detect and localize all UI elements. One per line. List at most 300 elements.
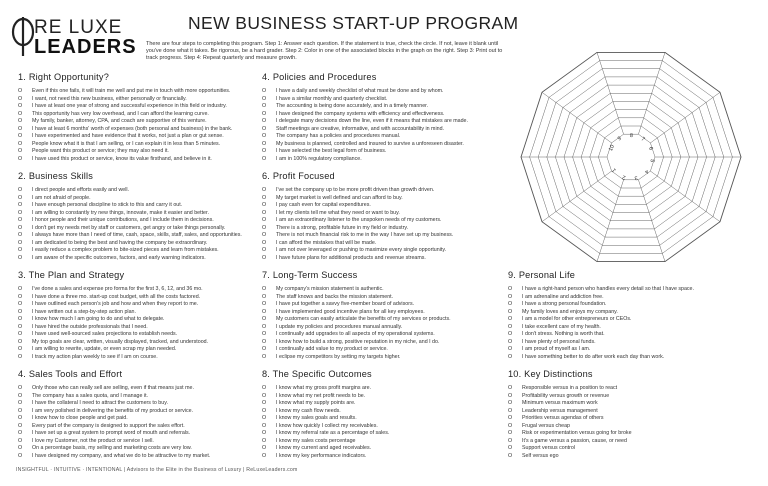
item-text: I am adrenaline and addiction free. bbox=[522, 293, 604, 300]
checklist-item bbox=[18, 156, 266, 164]
section-heading: 4. Sales Tools and Effort bbox=[18, 369, 123, 379]
check-circle[interactable]: O bbox=[262, 293, 267, 300]
check-circle[interactable]: O bbox=[18, 437, 23, 444]
checklist-item bbox=[18, 103, 266, 111]
checklist-item bbox=[262, 126, 510, 134]
checklist-item bbox=[18, 301, 266, 309]
item-text: Only those who can really sell are selling, even if that means just me. bbox=[32, 385, 194, 391]
check-circle[interactable]: O bbox=[18, 452, 23, 459]
item-text: I have future plans for additional products and revenue streams. bbox=[276, 254, 426, 261]
check-circle[interactable]: O bbox=[18, 232, 23, 239]
checklist-item bbox=[508, 393, 756, 401]
check-circle[interactable]: O bbox=[262, 430, 267, 437]
checklist-item bbox=[18, 118, 266, 126]
checklist-item bbox=[18, 415, 266, 423]
check-circle[interactable]: O bbox=[18, 316, 23, 323]
checklist bbox=[262, 385, 510, 460]
check-circle[interactable]: O bbox=[18, 224, 23, 231]
checklist-item bbox=[262, 118, 510, 126]
check-circle[interactable]: O bbox=[508, 353, 513, 360]
section-policies-procedures bbox=[262, 72, 510, 163]
check-circle[interactable]: O bbox=[262, 217, 267, 224]
brand-name-line2: LEADERS bbox=[34, 36, 137, 58]
check-circle[interactable]: O bbox=[18, 415, 23, 422]
check-circle[interactable]: O bbox=[18, 103, 23, 110]
check-circle[interactable]: O bbox=[18, 202, 23, 209]
checklist-item bbox=[508, 294, 756, 302]
section-heading: 1. Right Opportunity? bbox=[18, 72, 110, 82]
check-circle[interactable]: O bbox=[18, 430, 23, 437]
check-circle[interactable]: O bbox=[508, 415, 513, 422]
item-text: I have put together a savvy five-member board of advisors. bbox=[276, 301, 415, 308]
item-text: I have implemented good incentive plans for all key employees. bbox=[276, 308, 425, 315]
checklist-item bbox=[18, 430, 266, 438]
checklist-item bbox=[262, 453, 510, 461]
checklist-item bbox=[18, 385, 266, 393]
check-circle[interactable]: O bbox=[18, 239, 23, 246]
check-circle[interactable]: O bbox=[262, 308, 267, 315]
check-circle[interactable]: O bbox=[262, 194, 267, 201]
check-circle[interactable]: O bbox=[508, 400, 513, 407]
item-text: I am an extraordinary listener to the unspoken needs of my customers. bbox=[276, 217, 442, 224]
checklist-item bbox=[508, 331, 756, 339]
section-personal-life bbox=[508, 270, 756, 361]
checklist-item bbox=[18, 423, 266, 431]
item-text: Responsible versus in a position to react bbox=[522, 385, 618, 391]
check-circle[interactable]: O bbox=[262, 187, 267, 193]
check-circle[interactable]: O bbox=[508, 452, 513, 459]
check-circle[interactable]: O bbox=[508, 308, 513, 315]
checklist-item bbox=[18, 141, 266, 149]
item-text: I have designed the company systems with efficiency and effectiveness. bbox=[276, 110, 445, 117]
check-circle[interactable]: O bbox=[262, 133, 267, 140]
section-business-skills bbox=[18, 171, 266, 262]
item-text: I have a right-hand person who handles every detail so that I have space. bbox=[522, 286, 694, 292]
checklist-item bbox=[508, 408, 756, 416]
checklist-item bbox=[262, 111, 510, 119]
item-text: My business is planned, controlled and insured to survive a unforeseen disaster. bbox=[276, 140, 464, 147]
checklist-item bbox=[18, 148, 266, 156]
checklist-item bbox=[508, 324, 756, 332]
item-text: I've done a sales and expense pro forma for the first 3, 6, 12, and 36 mo. bbox=[32, 286, 203, 292]
item-text: I know what my net profit needs to be. bbox=[276, 392, 366, 399]
check-circle[interactable]: O bbox=[262, 407, 267, 414]
item-text: I am willing to rewrite, update, or even scrap my plan needed. bbox=[32, 346, 177, 353]
item-text: I don't get my needs met by staff or customers, get angry or take things personally. bbox=[32, 224, 226, 231]
item-text: I have a similar monthly and quarterly checklist. bbox=[276, 95, 388, 102]
check-circle[interactable]: O bbox=[18, 217, 23, 224]
check-circle[interactable]: O bbox=[262, 346, 267, 353]
item-text: Support versus control bbox=[522, 445, 575, 452]
item-text: This opportunity has very low overhead, and I can afford the learning curve. bbox=[32, 110, 209, 117]
checklist-item bbox=[508, 339, 756, 347]
item-text: I have selected the best legal form of business. bbox=[276, 148, 387, 155]
checklist-item bbox=[18, 247, 266, 255]
checklist-item bbox=[508, 309, 756, 317]
item-text: The accounting is being done accurately, and in a timely manner. bbox=[276, 103, 429, 110]
check-circle[interactable]: O bbox=[508, 338, 513, 345]
item-text: I eclipse my competitors by setting my targets higher. bbox=[276, 353, 401, 360]
check-circle[interactable]: O bbox=[18, 346, 23, 353]
item-text: I direct people and efforts easily and well. bbox=[32, 187, 130, 193]
checklist-item bbox=[262, 156, 510, 164]
section-heading: 8. The Specific Outcomes bbox=[262, 369, 372, 379]
check-circle[interactable]: O bbox=[262, 110, 267, 117]
checklist-item bbox=[262, 187, 510, 195]
checklist-item bbox=[18, 438, 266, 446]
item-text: Risk or experimentation versus going for broke bbox=[522, 430, 632, 437]
checklist-item bbox=[508, 415, 756, 423]
item-text: I am willing to constantly try new things, innovate, make it easier and better. bbox=[32, 209, 209, 216]
item-text: I know my key performance indicators. bbox=[276, 452, 367, 459]
check-circle[interactable]: O bbox=[262, 232, 267, 239]
check-circle[interactable]: O bbox=[18, 445, 23, 452]
check-circle[interactable]: O bbox=[262, 331, 267, 338]
checklist-item bbox=[18, 286, 266, 294]
check-circle[interactable]: O bbox=[262, 103, 267, 110]
item-text: I know what my supply points are. bbox=[276, 400, 356, 407]
check-circle[interactable]: O bbox=[262, 140, 267, 147]
checklist-item bbox=[18, 225, 266, 233]
check-circle[interactable]: O bbox=[508, 346, 513, 353]
item-text: I know how quickly I collect my receivables. bbox=[276, 422, 378, 429]
item-text: People know what it is that I am selling, or I can explain it in less than 5 minutes. bbox=[32, 140, 221, 147]
wheel-label: 5 bbox=[648, 158, 655, 163]
item-text: I am very polished in delivering the benefits of my product or service. bbox=[32, 407, 194, 414]
checklist-item bbox=[18, 346, 266, 354]
check-circle[interactable]: O bbox=[508, 445, 513, 452]
check-circle[interactable]: O bbox=[18, 392, 23, 399]
checklist-item bbox=[262, 385, 510, 393]
checklist-item bbox=[508, 400, 756, 408]
item-text: I am not afraid of people. bbox=[32, 194, 91, 201]
check-circle[interactable]: O bbox=[18, 209, 23, 216]
check-circle[interactable]: O bbox=[262, 385, 267, 391]
checklist-item bbox=[18, 309, 266, 317]
checklist-item bbox=[262, 423, 510, 431]
check-circle[interactable]: O bbox=[18, 323, 23, 330]
item-text: I have experimented and have evidence that it works, not just a plan or gut sense. bbox=[32, 133, 224, 140]
item-text: Self versus ego bbox=[522, 452, 559, 459]
check-circle[interactable]: O bbox=[18, 155, 23, 162]
check-circle[interactable]: O bbox=[18, 133, 23, 140]
item-text: I let my clients tell me what they need or want to buy. bbox=[276, 209, 400, 216]
checklist-item bbox=[508, 354, 756, 362]
item-text: I have done a three mo. start-up cost budget, with all the costs factored. bbox=[32, 293, 201, 300]
checklist-item bbox=[18, 126, 266, 134]
checklist-item bbox=[18, 255, 266, 263]
item-text: I love my Customer, not the product or service I sell. bbox=[32, 437, 154, 444]
item-text: I am in 100% regulatory compliance. bbox=[276, 155, 362, 162]
item-text: My company's mission statement is authentic. bbox=[276, 286, 384, 292]
checklist bbox=[18, 187, 266, 262]
item-text: I am a model for other entrepreneurs or CEOs. bbox=[522, 316, 632, 323]
item-text: On a percentage basis, my selling and marketing costs are very low. bbox=[32, 445, 192, 452]
checklist-item bbox=[262, 445, 510, 453]
check-circle[interactable]: O bbox=[508, 301, 513, 308]
section-heading: 2. Business Skills bbox=[18, 171, 94, 181]
item-text: The company has a sales quota, and I manage it. bbox=[32, 392, 149, 399]
check-circle[interactable]: O bbox=[262, 392, 267, 399]
check-circle[interactable]: O bbox=[18, 293, 23, 300]
checklist-item bbox=[262, 286, 510, 294]
checklist bbox=[262, 187, 510, 262]
check-circle[interactable]: O bbox=[508, 293, 513, 300]
item-text: I don't stress. Nothing is worth that. bbox=[522, 331, 605, 338]
checklist-item bbox=[262, 240, 510, 248]
checklist-item bbox=[508, 453, 756, 461]
item-text: I have outlined each person's job and how and when they report to me. bbox=[32, 301, 199, 308]
wheel-label: 2 bbox=[621, 173, 627, 181]
check-circle[interactable]: O bbox=[18, 407, 23, 414]
checklist-item bbox=[18, 408, 266, 416]
page-title: NEW BUSINESS START-UP PROGRAM bbox=[188, 13, 519, 33]
check-circle[interactable]: O bbox=[262, 209, 267, 216]
checklist-item bbox=[262, 294, 510, 302]
checklist-item bbox=[18, 96, 266, 104]
check-circle[interactable]: O bbox=[262, 148, 267, 155]
check-circle[interactable]: O bbox=[18, 194, 23, 201]
check-circle[interactable]: O bbox=[262, 95, 267, 102]
item-text: People want this product or service; they may also need it. bbox=[32, 148, 169, 155]
check-circle[interactable]: O bbox=[18, 286, 23, 292]
wheel-label: 1 bbox=[611, 166, 618, 173]
check-circle[interactable]: O bbox=[18, 422, 23, 429]
checklist bbox=[18, 88, 266, 163]
checklist-item bbox=[18, 316, 266, 324]
check-circle[interactable]: O bbox=[262, 452, 267, 459]
section-heading: 10. Key Distinctions bbox=[508, 369, 593, 379]
item-text: I am not over leveraged or pushing to maximize every single opportunity. bbox=[276, 247, 447, 254]
section-sales-tools bbox=[18, 369, 266, 460]
check-circle[interactable]: O bbox=[508, 392, 513, 399]
checklist-item bbox=[18, 339, 266, 347]
checklist-item bbox=[262, 331, 510, 339]
item-text: I know my referral rate as a percentage of sales. bbox=[276, 430, 390, 437]
footer-tagline: INSIGHTFUL · INTUITIVE · INTENTIONAL | Advisors to the Elite in the Business of Luxury | ReLuxeLeaders.com bbox=[16, 467, 298, 473]
checklist-item bbox=[18, 294, 266, 302]
item-text: I am aware of the specific outcomes, factors, and early warning indicators. bbox=[32, 254, 206, 261]
checklist-item bbox=[262, 232, 510, 240]
item-text: I have written out a step-by-step action plan. bbox=[32, 308, 136, 315]
check-circle[interactable]: O bbox=[508, 316, 513, 323]
check-circle[interactable]: O bbox=[508, 385, 513, 391]
item-text: I know how to build a strong, positive reputation in my niche, and I do. bbox=[276, 338, 440, 345]
item-text: I can afford the mistakes that will be made. bbox=[276, 239, 377, 246]
checklist-item bbox=[262, 346, 510, 354]
item-text: I am proud of myself as I am. bbox=[522, 346, 591, 353]
check-circle[interactable]: O bbox=[18, 301, 23, 308]
check-circle[interactable]: O bbox=[262, 400, 267, 407]
check-circle[interactable]: O bbox=[508, 430, 513, 437]
item-text: I always have more than I need of time, cash, space, skills, staff, sales, and opportunities. bbox=[32, 232, 242, 239]
check-circle[interactable]: O bbox=[508, 323, 513, 330]
instructions-text: There are four steps to completing this program. Step 1: Answer each question. If the statement is true, check the circle. If not, leave it blank until you've done what it takes. Be rigorous, be a hard grader. Step 2: Color in one of the associated blocks in the graph on the right. Step 3: Print out to track progress. Step 4: Repeat quarterly and measure growth. bbox=[146, 41, 503, 61]
item-text: Minimum versus maximum work bbox=[522, 400, 598, 407]
item-text: I've set the company up to be more profit driven than growth driven. bbox=[276, 187, 435, 193]
wheel-label: 4 bbox=[643, 168, 650, 175]
item-text: I know my cash flow needs. bbox=[276, 407, 341, 414]
checklist-item bbox=[508, 445, 756, 453]
checklist-item bbox=[262, 400, 510, 408]
check-circle[interactable]: O bbox=[262, 437, 267, 444]
check-circle[interactable]: O bbox=[262, 286, 267, 292]
item-text: Profitability versus growth or revenue bbox=[522, 392, 610, 399]
checklist-item bbox=[508, 301, 756, 309]
item-text: There is not much financial risk to me in the way I have set up my business. bbox=[276, 232, 454, 239]
check-circle[interactable]: O bbox=[262, 125, 267, 132]
check-circle[interactable]: O bbox=[18, 118, 23, 125]
item-text: I have at least one year of strong and successful experience in this field or industry. bbox=[32, 103, 227, 110]
item-text: Leadership versus management bbox=[522, 407, 598, 414]
check-circle[interactable]: O bbox=[18, 353, 23, 360]
check-circle[interactable]: O bbox=[262, 247, 267, 254]
item-text: My family, banker, attorney, CPA, and coach are supportive of this venture. bbox=[32, 118, 207, 125]
item-text: I have used this product or service, know its value firsthand, and believe in it. bbox=[32, 155, 212, 162]
checklist bbox=[18, 385, 266, 460]
checklist-item bbox=[508, 430, 756, 438]
section-heading: 4. Policies and Procedures bbox=[262, 72, 377, 82]
checklist-item bbox=[18, 217, 266, 225]
wheel-label: 9 bbox=[616, 135, 623, 143]
checklist-item bbox=[262, 301, 510, 309]
check-circle[interactable]: O bbox=[262, 422, 267, 429]
checklist bbox=[18, 286, 266, 361]
check-circle[interactable]: O bbox=[262, 353, 267, 360]
checklist-item bbox=[508, 346, 756, 354]
check-circle[interactable]: O bbox=[18, 338, 23, 345]
item-text: My top goals are clear, written, visually displayed, tracked, and understood. bbox=[32, 338, 209, 345]
item-text: I take excellent care of my health. bbox=[522, 323, 601, 330]
item-text: I know what my gross profit margins are. bbox=[276, 385, 372, 391]
item-text: I have designed my company, and what we do to be attractive to my market. bbox=[32, 452, 211, 459]
check-circle[interactable]: O bbox=[508, 331, 513, 338]
checklist-item bbox=[18, 111, 266, 119]
check-circle[interactable]: O bbox=[18, 385, 23, 391]
check-circle[interactable]: O bbox=[18, 187, 23, 193]
checklist-item bbox=[18, 187, 266, 195]
item-text: I have at least 6 months' worth of expenses (both personal and business) in the bank. bbox=[32, 125, 233, 132]
check-circle[interactable]: O bbox=[18, 308, 23, 315]
wheel-label: 7 bbox=[639, 136, 646, 143]
checklist-item bbox=[18, 453, 266, 461]
checklist-item bbox=[18, 354, 266, 362]
checklist-item bbox=[18, 324, 266, 332]
checklist-item bbox=[18, 202, 266, 210]
item-text: I update my policies and procedures manual annually. bbox=[276, 323, 403, 330]
section-specific-outcomes bbox=[262, 369, 510, 460]
wheel-label: 3 bbox=[633, 174, 639, 181]
checklist-item bbox=[262, 415, 510, 423]
section-right-opportunity bbox=[18, 72, 266, 163]
item-text: I continually add upgrades to all aspects of my operational systems. bbox=[276, 331, 435, 338]
checklist-item bbox=[262, 247, 510, 255]
item-text: I am dedicated to being the best and having the company be extraordinary. bbox=[32, 239, 208, 246]
check-circle[interactable]: O bbox=[262, 239, 267, 246]
check-circle[interactable]: O bbox=[18, 254, 23, 261]
checklist-item bbox=[262, 217, 510, 225]
checklist-item bbox=[262, 430, 510, 438]
check-circle[interactable]: O bbox=[262, 301, 267, 308]
checklist-item bbox=[18, 240, 266, 248]
check-circle[interactable]: O bbox=[508, 437, 513, 444]
brand-logo bbox=[8, 14, 138, 58]
check-circle[interactable]: O bbox=[18, 88, 23, 94]
checklist-item bbox=[508, 286, 756, 294]
checklist-item bbox=[262, 88, 510, 96]
check-circle[interactable]: O bbox=[262, 445, 267, 452]
item-text: Priorities versus agendas of others bbox=[522, 415, 604, 422]
item-text: I know how much I am going to do and what to delegate. bbox=[32, 316, 165, 323]
checklist-item bbox=[262, 133, 510, 141]
item-text: I want, not need this new business, either personally or financially. bbox=[32, 95, 187, 102]
item-text: I have something better to do after work each day than work. bbox=[522, 353, 665, 360]
check-circle[interactable]: O bbox=[262, 254, 267, 261]
check-circle[interactable]: O bbox=[508, 407, 513, 414]
check-circle[interactable]: O bbox=[262, 415, 267, 422]
check-circle[interactable]: O bbox=[18, 140, 23, 147]
checklist-item bbox=[262, 438, 510, 446]
check-circle[interactable]: O bbox=[262, 323, 267, 330]
checklist-item bbox=[262, 96, 510, 104]
check-circle[interactable]: O bbox=[262, 155, 267, 162]
check-circle[interactable]: O bbox=[18, 400, 23, 407]
checklist-item bbox=[262, 393, 510, 401]
check-circle[interactable]: O bbox=[262, 338, 267, 345]
checklist-item bbox=[18, 133, 266, 141]
checklist bbox=[508, 385, 756, 460]
item-text: Staff meetings are creative, informative, and with accountability in mind. bbox=[276, 125, 445, 132]
item-text: The staff knows and backs the mission statement. bbox=[276, 293, 394, 300]
check-circle[interactable]: O bbox=[262, 316, 267, 323]
check-circle[interactable]: O bbox=[18, 95, 23, 102]
check-circle[interactable]: O bbox=[508, 422, 513, 429]
check-circle[interactable]: O bbox=[18, 148, 23, 155]
item-text: I know how to close people and get paid. bbox=[32, 415, 128, 422]
item-text: I honor people and their unique contributions, and I include them in decisions. bbox=[32, 217, 214, 224]
check-circle[interactable]: O bbox=[18, 125, 23, 132]
checklist-item bbox=[508, 316, 756, 324]
item-text: I have hired the outside professionals that I need. bbox=[32, 323, 148, 330]
checklist-item bbox=[18, 393, 266, 401]
check-circle[interactable]: O bbox=[262, 224, 267, 231]
item-text: I have enough personal discipline to stick to this and carry it out. bbox=[32, 202, 183, 209]
checklist-item bbox=[262, 255, 510, 263]
check-circle[interactable]: O bbox=[18, 110, 23, 117]
section-heading: 6. Profit Focused bbox=[262, 171, 335, 181]
wheel-label: 8 bbox=[629, 132, 633, 140]
check-circle[interactable]: O bbox=[262, 118, 267, 125]
checklist-item bbox=[18, 88, 266, 96]
checklist-item bbox=[508, 385, 756, 393]
item-text: My customers can easily articulate the benefits of my services or products. bbox=[276, 316, 451, 323]
checklist-item bbox=[18, 210, 266, 218]
checklist-item bbox=[262, 324, 510, 332]
item-text: I delegate many decisions down the line, even if it means that mistakes are made. bbox=[276, 118, 468, 125]
check-circle[interactable]: O bbox=[18, 331, 23, 338]
checklist-item bbox=[262, 103, 510, 111]
checklist-item bbox=[18, 400, 266, 408]
item-text: I have used well-sourced sales projections to establish needs. bbox=[32, 331, 178, 338]
item-text: There is a strong, profitable future in my field or industry. bbox=[276, 224, 409, 231]
checklist-item bbox=[508, 423, 756, 431]
item-text: The company has a policies and procedures manual. bbox=[276, 133, 401, 140]
check-circle[interactable]: O bbox=[18, 247, 23, 254]
check-circle[interactable]: O bbox=[262, 202, 267, 209]
item-text: My family loves and enjoys my company. bbox=[522, 308, 618, 315]
check-circle[interactable]: O bbox=[262, 88, 267, 94]
check-circle[interactable]: O bbox=[508, 286, 513, 292]
